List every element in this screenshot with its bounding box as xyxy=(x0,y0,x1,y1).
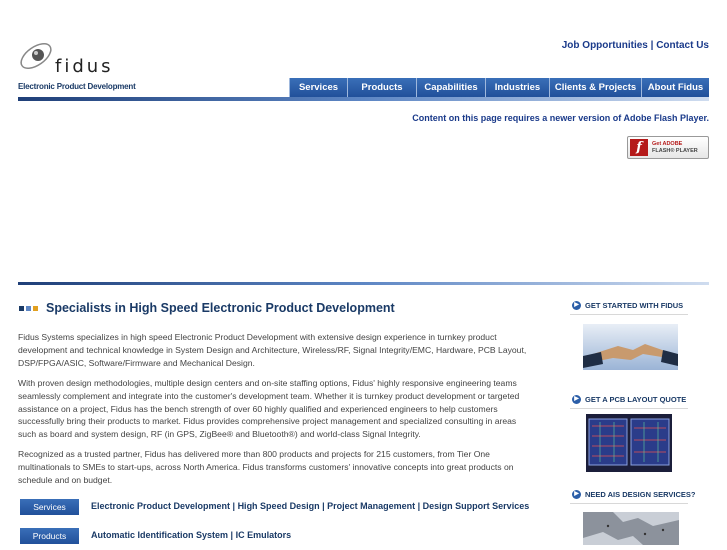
pcb-quote-label: GET A PCB LAYOUT QUOTE xyxy=(585,395,687,404)
products-links xyxy=(91,530,291,540)
ais-design-link[interactable] xyxy=(572,490,695,499)
job-opportunities-link[interactable]: Job Opportunities xyxy=(561,40,648,51)
link-automatic-identification-system[interactable]: Automatic Identification System xyxy=(91,530,229,540)
services-tag-button[interactable]: Services xyxy=(20,499,79,515)
main-nav xyxy=(289,78,709,97)
content-divider xyxy=(18,282,709,285)
nav-capabilities[interactable]: Capabilities xyxy=(416,78,485,97)
nav-services[interactable]: Services xyxy=(289,78,347,97)
logo-tagline: Electronic Product Development xyxy=(18,82,136,91)
link-separator: | xyxy=(228,530,236,540)
flash-button-line2: FLASH® PLAYER xyxy=(652,148,698,154)
pcb-quote-link[interactable] xyxy=(572,395,686,404)
nav-industries[interactable]: Industries xyxy=(485,78,549,97)
arrow-circle-icon: ▶ xyxy=(572,395,581,404)
link-separator: | xyxy=(319,501,328,511)
handshake-image[interactable] xyxy=(583,324,678,370)
sidebar-divider xyxy=(570,408,688,409)
contact-us-link[interactable]: Contact Us xyxy=(656,40,709,51)
sidebar-divider xyxy=(570,503,688,504)
handshake-icon xyxy=(583,324,678,370)
services-links xyxy=(91,501,529,511)
heading-squares-icon xyxy=(19,306,41,312)
methodology-paragraph: With proven design methodologies, multiple design centers and on-site staffing options, Fidus' highly responsive engineering teams seamlessly complement and integrate into the customer's development team. Whether it is turnkey product development or targeted assistance on a project, Fidus has the bench strength of over 60 highly qualified and experienced engineers to help customers successfully bring their products to market. Fidus provides comprehensive project management and specialized consulting in areas such as board and system design, RF (in GPS, ZigBee® and Bluetooth®) and world-class Signal Integrity. xyxy=(18,378,520,440)
intro-paragraph: Fidus Systems specializes in high speed Electronic Product Development with extensive design experience in turnkey product development and technical knowledge in System Design and Architecture, Wireless/RF, Signal Integrity/EMC, Hardware, PCB Layout, DSP/FPGA/ASIC, Software/Firmware and Mechanical Design. xyxy=(18,332,527,368)
get-started-label: GET STARTED WITH FIDUS xyxy=(585,301,684,310)
flash-icon: f xyxy=(630,139,648,156)
products-tag-button[interactable]: Products xyxy=(20,528,79,544)
link-high-speed-design[interactable]: High Speed Design xyxy=(237,501,320,511)
arrow-circle-icon: ▶ xyxy=(572,490,581,499)
page-title: Specialists in High Speed Electronic Product Development xyxy=(46,301,395,315)
flash-required-message: Content on this page requires a newer version of Adobe Flash Player. xyxy=(412,113,709,123)
coastline-map-icon xyxy=(583,512,679,545)
link-electronic-product-development[interactable]: Electronic Product Development xyxy=(91,501,231,511)
header-divider xyxy=(18,97,709,101)
arrow-circle-icon: ▶ xyxy=(572,301,581,310)
link-separator: | xyxy=(230,501,238,511)
nav-clients-projects[interactable]: Clients & Projects xyxy=(549,78,641,97)
link-separator: | xyxy=(415,501,423,511)
partner-paragraph: Recognized as a trusted partner, Fidus has delivered more than 800 products and projects for 215 customers, from Tier One multinationals to SMEs to start-ups, across North America. Fidus transforms customers' innovative concepts into great products on schedule and on budget. xyxy=(18,449,514,485)
nav-products[interactable]: Products xyxy=(347,78,416,97)
link-project-management[interactable]: Project Management xyxy=(327,501,416,511)
sidebar-divider xyxy=(570,314,688,315)
top-links xyxy=(562,40,709,51)
nav-about-fidus[interactable]: About Fidus xyxy=(641,78,709,97)
get-flash-player-button[interactable] xyxy=(627,136,709,159)
get-started-link[interactable] xyxy=(572,301,683,310)
ais-design-label: NEED AIS DESIGN SERVICES? xyxy=(585,490,696,499)
flash-button-line1: Get ADOBE xyxy=(652,141,683,147)
ais-map-image[interactable] xyxy=(583,512,679,545)
pcb-layout-image[interactable] xyxy=(586,414,672,472)
logo-swoosh-icon xyxy=(18,38,58,74)
link-separator: | xyxy=(650,40,657,51)
logo-wordmark: fidus xyxy=(55,56,114,77)
link-ic-emulators[interactable]: IC Emulators xyxy=(235,530,292,540)
pcb-board-icon xyxy=(586,414,672,472)
link-design-support-services[interactable]: Design Support Services xyxy=(422,501,530,511)
